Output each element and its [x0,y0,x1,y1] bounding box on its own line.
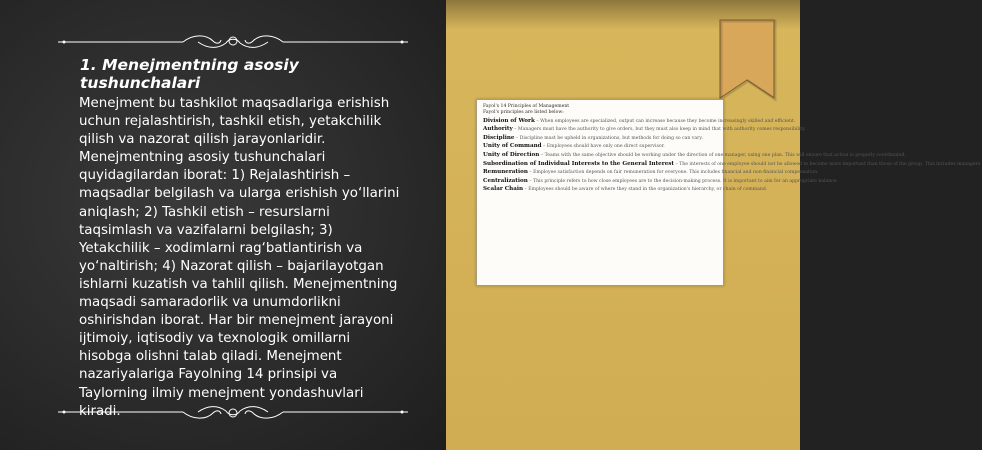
doc-item [483,152,906,159]
doc-item-desc: – This principle refers to how close employees are to the decision-making process. It is important to aim for an appropriate balance. [529,178,838,184]
doc-item-term: Unity of Direction [483,152,540,159]
doc-item-term: Scalar Chain [483,186,524,193]
doc-item-term: Subordination of Individual Interests to the General Interest [483,160,674,167]
doc-item [483,126,806,133]
doc-item-term: Division of Work [483,117,535,124]
fayol-principles-document-image [476,99,982,286]
doc-item-term: Authority [483,126,513,133]
doc-item-term: Centralization [483,177,528,184]
doc-item [483,117,796,125]
doc-item [483,160,982,168]
flourish-divider-icon [58,402,408,422]
doc-item-desc: – Teams with the same objective should be working under the direction of one manager, using one plan. This will ensure that action is properly coordinated. [540,153,906,159]
doc-item-desc: – Managers must have the authority to give orders, but they must also keep in mind that with authority comes responsibility. [514,127,806,133]
slide-title: 1. Menejmentning asosiy tushunchalari [80,56,299,92]
doc-heading: Fayol's 14 Principles of Management [483,104,570,109]
doc-item-desc: – Discipline must be upheld in organizations, but methods for doing so can vary. [515,135,703,141]
doc-item-desc: – When employees are specialized, output can increase because they become increasingly skilled and efficient. [536,118,796,124]
doc-item-desc: – Employee satisfaction depends on fair remuneration for everyone. This includes financial and non-financial compensation. [529,170,819,176]
doc-item-desc: – Employees should be aware of where they stand in the organization's hierarchy, or chain of command. [524,187,768,193]
flourish-divider-icon [58,32,408,52]
doc-item-term: Unity of Command [483,143,542,150]
doc-item [483,177,838,185]
bookmark-ribbon-icon [718,20,776,100]
doc-item [483,143,717,150]
doc-item [483,169,819,176]
doc-item-desc: – Employees should have only one direct supervisor. [543,144,665,150]
slide-body-text: Menejment bu tashkilot maqsadlariga erishish uchun rejalashtirish, tashkil etish, yetakchilik qilish va nazorat qilish jarayonlaridir. Menejmentning asosiy tushunchalari quyidagilardan iborat: 1) Rejalashtirish – maqsadlar belgilash va ularga erishish yo‘llarini aniqlash; 2) Tashkil etish – resurslarni taqsimlash va vazifalarni belgilash; 3) Yetakchilik – xodimlarni rag‘batlantirish va yo‘naltirish; 4) Nazorat qilish – bajarilayotgan ishlarni kuzatish va tahlil qilish. Menejmentning maqsadi samaradorlik va unumdorlikni oshirishdan iborat. Har bir menejment jarayoni ijtimoiy, iqtisodiy va texnologik omillarni hisobga olishni talab qiladi. Menejment nazariyalariga Fayolning 14 prinsipi va Taylorning ilmiy menejment yondashuvlari kiradi. [79,96,400,419]
doc-item [483,135,717,142]
doc-item [483,186,768,193]
doc-intro: Fayol's principles are listed below: [483,110,564,116]
doc-item-term: Remuneration [483,169,528,176]
doc-item-term: Discipline [483,134,515,141]
doc-item-desc: – The interests of one employee should not be allowed to become more important than those of the group. This includes managers. [675,161,982,167]
